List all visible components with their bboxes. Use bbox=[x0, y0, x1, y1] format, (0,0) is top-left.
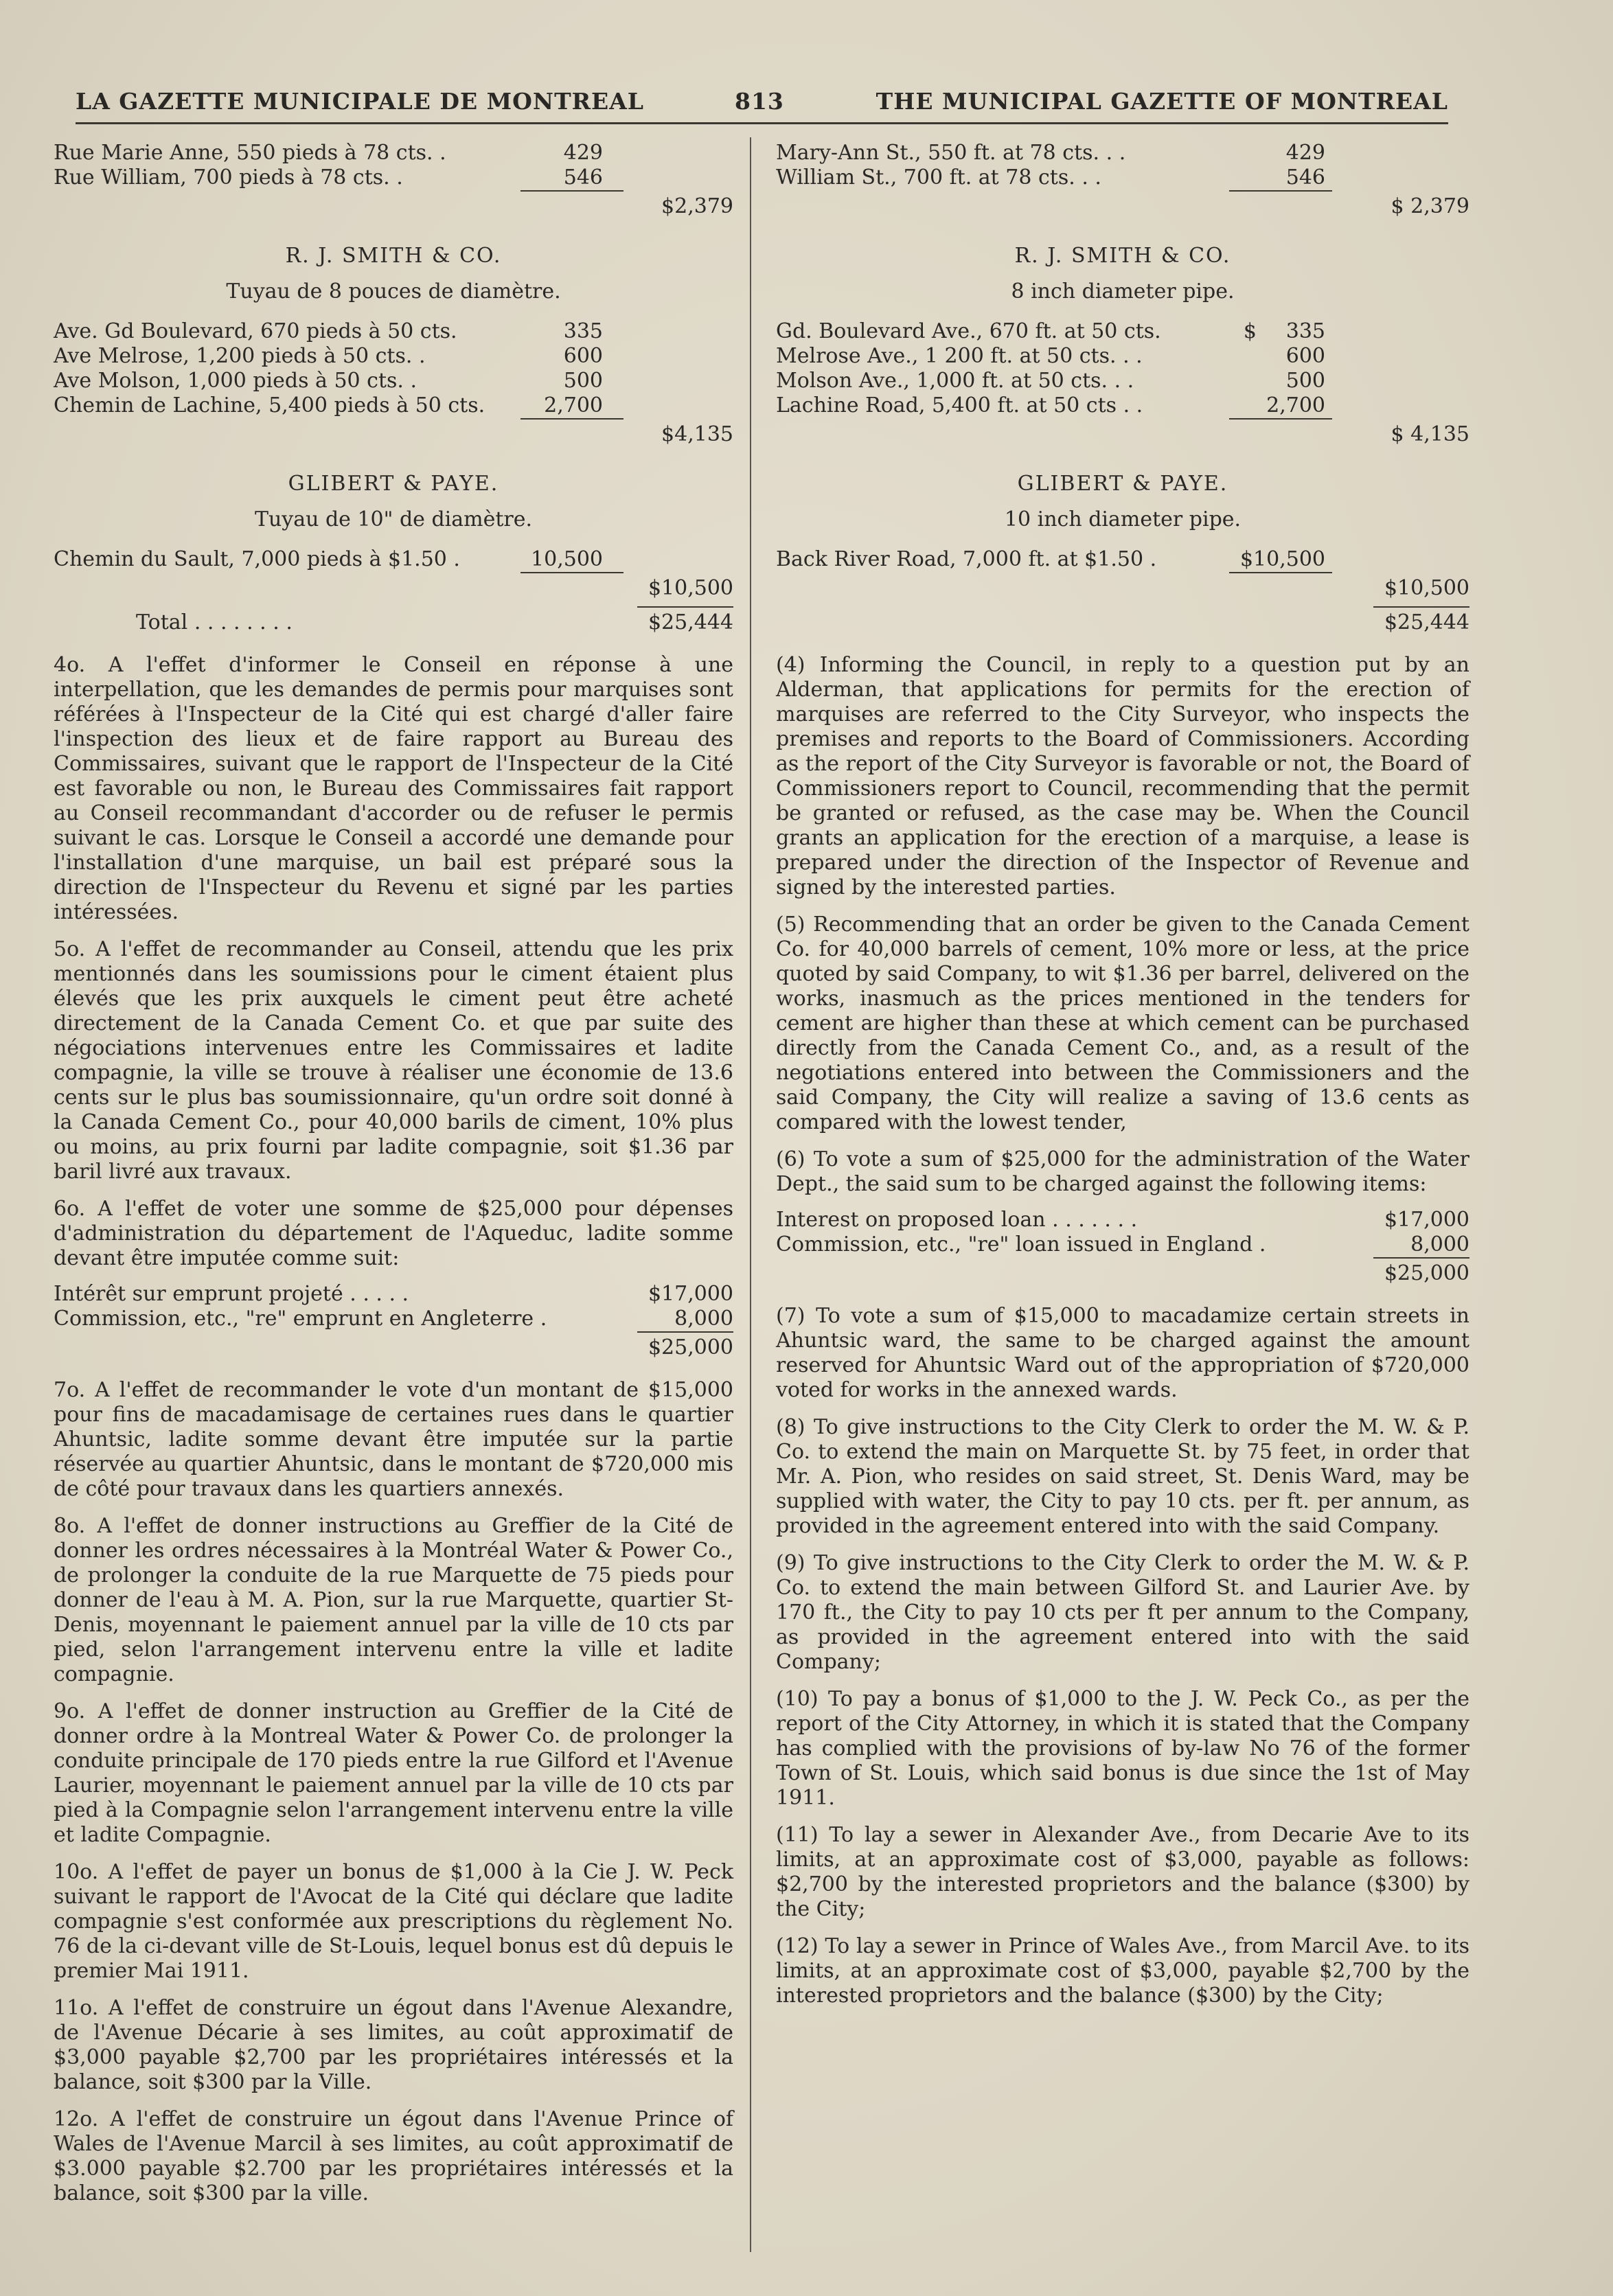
paragraph-11: (11) To lay a sewer in Alexander Ave., from Decarie Ave to its limits, at an approximate cost of $3,000, payable as follows: $2,700 by the interested proprietors and the balance ($300) by the City; bbox=[776, 1823, 1469, 1921]
table-row bbox=[776, 547, 1469, 572]
grand-total: $25,444 bbox=[1384, 610, 1469, 634]
section-heading: GLIBERT & PAYE. bbox=[1017, 472, 1228, 496]
row-label: Back River Road, 7,000 ft. at $1.50 . bbox=[776, 547, 1157, 571]
row-amount: 600 bbox=[1285, 344, 1325, 368]
row-label: Commission, etc., "re" loan issued in England . bbox=[776, 1232, 1266, 1256]
table-row bbox=[776, 141, 1469, 165]
row-label: Ave Melrose, 1,200 pieds à 50 cts. . bbox=[54, 344, 426, 368]
subtotal-row bbox=[776, 194, 1469, 225]
table-row bbox=[776, 1232, 1469, 1257]
paragraph-10: (10) To pay a bonus of $1,000 to the J. W. Peck Co., as per the report of the City Attorney, in which it is stated that the Company has complied with the provisions of by-law No 76 of the former Town of St. Louis, which said bonus is due since the 1st of May 1911. bbox=[776, 1687, 1469, 1810]
row-amount: 600 bbox=[563, 344, 603, 368]
table-row bbox=[54, 141, 733, 165]
table-row bbox=[54, 369, 733, 393]
table-row bbox=[54, 319, 733, 344]
subtotal-row bbox=[54, 1335, 733, 1366]
row-label: Intérêt sur emprunt projeté . . . . . bbox=[54, 1282, 409, 1306]
row-label: Rue Marie Anne, 550 pieds à 78 cts. . bbox=[54, 141, 446, 165]
paragraph-5: (5) Recommending that an order be given to the Canada Cement Co. for 40,000 barrels of cement, 10% more or less, at the price quoted by said Company, to wit $1.36 per barrel, delivered on the works, inasmuch as the prices mentioned in the tenders for cement are higher than these at which cement can be purchased directly from the Canada Cement Co., and, as a result of the negotiations entered into between the Commissioners and the said Company, the City will realize a saving of 13.6 cents as compared with the lowest tender, bbox=[776, 912, 1469, 1134]
subtotal-row bbox=[54, 422, 733, 452]
grand-total-row bbox=[54, 610, 733, 641]
subtotal: $10,500 bbox=[648, 576, 733, 600]
row-label: Molson Ave., 1,000 ft. at 50 cts. . . bbox=[776, 369, 1134, 393]
row-amount: 335 bbox=[563, 319, 603, 343]
paragraph-9: 9o. A l'effet de donner instruction au Greffier de la Cité de donner ordre à la Montreal Water & Power Co. de prolonger la conduite principale de 170 pieds entre la rue Gilford et l'Avenue Laurier, moyennant le paiement annuel par la ville de 10 cts par pied à la Compagnie selon l'arrangement intervenu entre la ville et ladite Compagnie. bbox=[54, 1699, 733, 1847]
table-row bbox=[776, 393, 1469, 418]
paragraph-6: 6o. A l'effet de voter une somme de $25,000 pour dépenses d'administration du département de l'Aqueduc, ladite somme devant être imputée comme suit: bbox=[54, 1197, 733, 1270]
row-amount: 2,700 bbox=[1266, 393, 1325, 417]
english-column bbox=[776, 141, 1469, 2008]
paragraph-7: (7) To vote a sum of $15,000 to macadamize certain streets in Ahuntsic ward, the same to be charged against the amount reserved for Ahuntsic Ward out of the appropriation of $720,000 voted for works in the annexed wards. bbox=[776, 1304, 1469, 1402]
row-amount: $10,500 bbox=[1239, 547, 1325, 571]
subtotal-row bbox=[776, 576, 1469, 606]
table-row bbox=[54, 393, 733, 418]
row-amount: 500 bbox=[563, 369, 603, 393]
paragraph-5: 5o. A l'effet de recommander au Conseil, attendu que les prix mentionnés dans les soumissions pour le ciment étaient plus élevés que les prix auxquels le ciment peut être acheté directement de la Canada Cement Co. et que par suite des négociations intervenues entre les Commissaires et ladite compagnie, la ville se trouve à réaliser une économie de 13.6 cents sur le plus bas soumissionnaire, qu'un ordre soit donné à la Canada Cement Co., pour 40,000 barils de ciment, 10% plus ou moins, au prix fourni par ladite compagnie, soit $1.36 par baril livré aux travaux. bbox=[54, 937, 733, 1184]
table-row bbox=[54, 547, 733, 572]
row-amount: 429 bbox=[563, 141, 603, 165]
column-divider bbox=[750, 137, 751, 2252]
subtotal: $10,500 bbox=[1384, 576, 1469, 600]
subtotal: $4,135 bbox=[661, 422, 733, 446]
row-label: Ave. Gd Boulevard, 670 pieds à 50 cts. bbox=[54, 319, 457, 343]
paragraph-6: (6) To vote a sum of $25,000 for the administration of the Water Dept., the said sum to be charged against the following items: bbox=[776, 1147, 1469, 1196]
header-english-title: THE MUNICIPAL GAZETTE OF MONTREAL bbox=[876, 88, 1448, 115]
paragraph-4: (4) Informing the Council, in reply to a question put by an Alderman, that applications for permits for the erection of marquises are referred to the City Surveyor, who inspects the premises and reports to the Board of Commissioners. According as the report of the City Surveyor is favorable or not, the Board of Commissioners report to Council, recommending that the permit be granted or refused, as the case may be. When the Council grants an application for the erection of a marquise, a lease is prepared under the direction of the Inspector of Revenue and signed by the interested parties. bbox=[776, 653, 1469, 899]
row-label: Interest on proposed loan . . . . . . . bbox=[776, 1208, 1138, 1232]
paragraph-7: 7o. A l'effet de recommander le vote d'un montant de $15,000 pour fins de macadamisage de certaines rues dans le quartier Ahuntsic, ladite somme devant être imputée sur la partie réservée au quartier Ahuntsic, dans le montant de $720,000 mis de côté pour travaux dans les quartiers annexés. bbox=[54, 1378, 733, 1501]
currency-sign: $ bbox=[1243, 319, 1257, 343]
section-subheading: 8 inch diameter pipe. bbox=[1011, 279, 1235, 303]
subtotal: $25,000 bbox=[648, 1335, 733, 1359]
subtotal-row bbox=[54, 576, 733, 606]
table-row bbox=[776, 319, 1469, 344]
row-label: Chemin du Sault, 7,000 pieds à $1.50 . bbox=[54, 547, 460, 571]
paragraph-10: 10o. A l'effet de payer un bonus de $1,000 à la Cie J. W. Peck suivant le rapport de l'Avocat de la Cité qui déclare que ladite compagnie s'est conformée aux prescriptions du règlement No. 76 de la ci-devant ville de St-Louis, lequel bonus est dû depuis le premier Mai 1911. bbox=[54, 1860, 733, 1983]
row-label: Commission, etc., "re" emprunt en Angleterre . bbox=[54, 1307, 547, 1331]
paragraph-8: (8) To give instructions to the City Clerk to order the M. W. & P. Co. to extend the main on Marquette St. by 75 feet, in order that Mr. A. Pion, who resides on said street, St. Denis Ward, may be supplied with water, the City to pay 10 cts. per ft. per annum, as provided in the agreement entered into with the said Company. bbox=[776, 1415, 1469, 1538]
paragraph-9: (9) To give instructions to the City Clerk to order the M. W. & P. Co. to extend the main between Gilford St. and Laurier Ave. by 170 ft., the City to pay 10 cts per ft per annum to the Company, as provided in the agreement entered into with the said Company; bbox=[776, 1551, 1469, 1674]
subtotal: $ 4,135 bbox=[1391, 422, 1469, 446]
row-amount: 8,000 bbox=[674, 1307, 733, 1331]
table-row bbox=[776, 165, 1469, 190]
grand-total-row bbox=[776, 610, 1469, 641]
row-amount: 429 bbox=[1285, 141, 1325, 165]
row-label: Gd. Boulevard Ave., 670 ft. at 50 cts. bbox=[776, 319, 1161, 343]
paragraph-11: 11o. A l'effet de construire un égout dans l'Avenue Alexandre, de l'Avenue Décarie à ses limites, au coût approximatif de $3,000 payable $2,700 par les propriétaires intéressés et la balance, soit $300 par la Ville. bbox=[54, 1996, 733, 2094]
row-amount: $17,000 bbox=[1384, 1208, 1469, 1232]
page-number: 813 bbox=[735, 88, 784, 115]
section-heading: R. J. SMITH & CO. bbox=[285, 244, 502, 268]
table-row bbox=[54, 344, 733, 369]
subtotal-row bbox=[776, 1261, 1469, 1292]
row-label: Melrose Ave., 1 200 ft. at 50 cts. . . bbox=[776, 344, 1143, 368]
row-label: Ave Molson, 1,000 pieds à 50 cts. . bbox=[54, 369, 417, 393]
subtotal: $ 2,379 bbox=[1391, 194, 1469, 218]
page-header bbox=[76, 81, 1448, 124]
row-amount: 335 bbox=[1285, 319, 1325, 343]
paragraph-8: 8o. A l'effet de donner instructions au Greffier de la Cité de donner les ordres nécessaires à la Montréal Water & Power Co., de prolonger la conduite de la rue Marquette de 75 pieds pour donner de l'eau à M. A. Pion, sur la rue Marquette, quartier St-Denis, moyennant le paiement annuel par la ville de 10 cts par pied, selon l'arrangement intervenu entre la ville et ladite compagnie. bbox=[54, 1514, 733, 1686]
table-row bbox=[54, 1282, 733, 1307]
row-amount: $17,000 bbox=[648, 1282, 733, 1306]
table-row bbox=[776, 369, 1469, 393]
row-amount: 8,000 bbox=[1410, 1232, 1469, 1256]
table-row bbox=[54, 165, 733, 190]
header-french-title: LA GAZETTE MUNICIPALE DE MONTREAL bbox=[76, 88, 645, 115]
row-label: William St., 700 ft. at 78 cts. . . bbox=[776, 165, 1101, 190]
subtotal-row bbox=[776, 422, 1469, 452]
row-label: Chemin de Lachine, 5,400 pieds à 50 cts. bbox=[54, 393, 485, 417]
paragraph-12: 12o. A l'effet de construire un égout dans l'Avenue Prince of Wales de l'Avenue Marcil à ses limites, au coût approximatif de $3.000 payable $2.700 par les propriétaires intéressés et la balance, soit $300 par la ville. bbox=[54, 2107, 733, 2205]
subtotal: $25,000 bbox=[1384, 1261, 1469, 1285]
section-heading: R. J. SMITH & CO. bbox=[1014, 244, 1231, 268]
section-subheading: Tuyau de 8 pouces de diamètre. bbox=[226, 279, 561, 303]
section-subheading: 10 inch diameter pipe. bbox=[1004, 507, 1242, 531]
row-amount: 546 bbox=[1285, 165, 1325, 190]
french-column bbox=[54, 141, 733, 2206]
subtotal-row bbox=[54, 194, 733, 225]
row-amount: 546 bbox=[563, 165, 603, 190]
paragraph-12: (12) To lay a sewer in Prince of Wales Ave., from Marcil Ave. to its limits, at an approximate cost of $3,000, payable $2,700 by the interested proprietors and the balance ($300) by the City; bbox=[776, 1934, 1469, 2008]
table-row bbox=[54, 1307, 733, 1331]
row-amount: 2,700 bbox=[544, 393, 603, 417]
table-row bbox=[776, 1208, 1469, 1232]
row-amount: 500 bbox=[1285, 369, 1325, 393]
paragraph-4: 4o. A l'effet d'informer le Conseil en réponse à une interpellation, que les demandes de permis pour marquises sont référées à l'Inspecteur de la Cité qui est chargé d'aller faire l'inspection des lieux et de faire rapport au Bureau des Commissaires, suivant que le rapport de l'Inspecteur de la Cité est favorable ou non, le Bureau des Commissaires fait rapport au Conseil recommandant d'accorder ou de refuser le permis suivant le cas. Lorsque le Conseil a accordé une demande pour l'installation d'une marquise, un bail est préparé sous la direction de l'Inspecteur du Revenu et signé par les parties intéressées. bbox=[54, 653, 733, 924]
row-amount: 10,500 bbox=[531, 547, 603, 571]
section-heading: GLIBERT & PAYE. bbox=[288, 472, 499, 496]
row-label: Rue William, 700 pieds à 78 cts. . bbox=[54, 165, 403, 190]
subtotal: $2,379 bbox=[661, 194, 733, 218]
grand-total-label: Total . . . . . . . . bbox=[136, 610, 293, 634]
section-subheading: Tuyau de 10" de diamètre. bbox=[254, 507, 533, 531]
row-label: Mary-Ann St., 550 ft. at 78 cts. . . bbox=[776, 141, 1126, 165]
grand-total: $25,444 bbox=[648, 610, 733, 634]
row-label: Lachine Road, 5,400 ft. at 50 cts . . bbox=[776, 393, 1143, 417]
table-row bbox=[776, 344, 1469, 369]
